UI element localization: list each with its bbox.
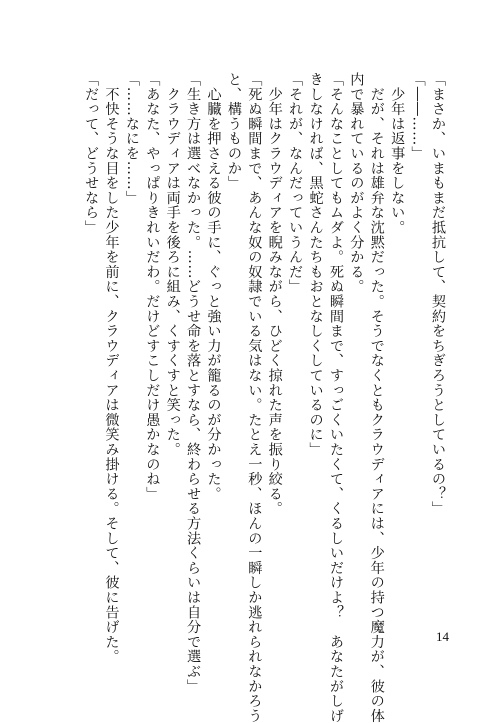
text-line: 少年は返事をしない。 [389,72,406,235]
text-line: きしなければ、黒蛇さんたちもおとなしくしているのに」 [307,72,324,457]
text-line: 不快そうな目をした少年を前に、クラウディアは微笑み掛ける。そして、彼に告げた。 [103,72,120,664]
text-line: 「それが、なんだっていうんだ」 [287,72,304,294]
page-number: 14 [436,629,449,644]
text-line: 「――……」 [409,72,426,161]
text-line: 「だって、どうせなら」 [83,72,100,235]
text-line: 「……なにを……」 [123,72,140,206]
text-line: 「死ぬ瞬間まで、あんな奴の奴隷でいる気はない。たとえ一秒、ほんの一瞬しか逃れられなかろう [246,72,263,723]
text-line: 少年はクラウディアを睨みながら、ひどく掠れた声を振り絞る。 [266,72,283,516]
text-line: 「生き方は選べなかった。……どうせ命を落とすなら、終わらせる方法くらいは自分で選ぶ」 [185,72,202,694]
text-line: 「まさか、いまもまだ抵抗して、契約をちぎろうとしているの？」 [430,72,446,516]
text-line: クラウディアは両手を後ろに組み、くすくすと笑った。 [164,72,181,457]
text-line: だが、それは雄弁な沈黙だった。そうでなくともクラウディアには、少年の持つ魔力が、彼の体 [368,72,385,723]
text-line: と、構うものか」 [225,72,242,191]
text-line: 「あなた、やっぱりきれいだわ。だけどすこしだけ愚かなのね」 [144,72,161,502]
text-line: 「そんなことしてもムダよ。死ぬ瞬間まで、すっごくいたくて、くるしいだけよ？ あなたがしげ [327,72,344,723]
text-line: 内で暴れているのがよく分かる。 [348,72,365,294]
text-line: 心臓を押さえる彼の手に、ぐっと強い力が籠るのが分かった。 [205,72,222,502]
